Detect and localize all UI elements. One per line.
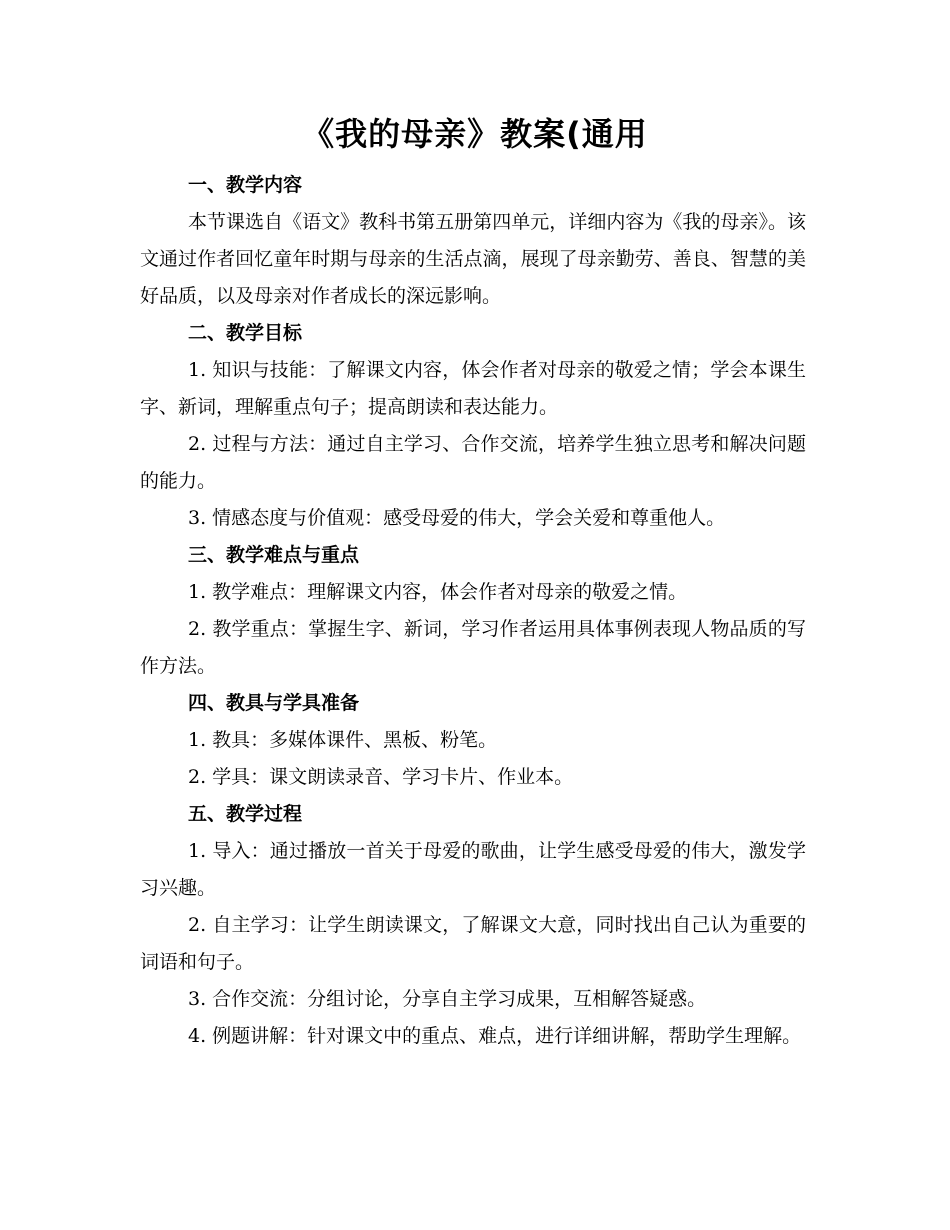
paragraph: 1. 教具：多媒体课件、黑板、粉笔。 [188, 729, 498, 751]
paragraph: 2. 教学重点：掌握生字、新词，学习作者运用具体事例表现人物品质的写作方法。 [140, 618, 806, 677]
paragraph: 3. 合作交流：分组讨论，分享自主学习成果，互相解答疑惑。 [188, 988, 707, 1010]
paragraph: 1. 教学难点：理解课文内容，体会作者对母亲的敬爱之情。 [188, 581, 688, 603]
document-title: 《我的母亲》教案(通用 [302, 115, 648, 153]
paragraph: 2. 过程与方法：通过自主学习、合作交流，培养学生独立思考和解决问题的能力。 [140, 433, 806, 492]
paragraph: 4. 例题讲解：针对课文中的重点、难点，进行详细讲解，帮助学生理解。 [188, 1025, 802, 1047]
document-body [140, 167, 806, 1055]
section-heading: 一、教学内容 [188, 174, 303, 196]
paragraph: 1. 知识与技能：了解课文内容，体会作者对母亲的敬爱之情；学会本课生字、新词，理解重点句子；提高朗读和表达能力。 [140, 359, 806, 418]
section-teaching-content [140, 167, 806, 315]
paragraph: 本节课选自《语文》教科书第五册第四单元，详细内容为《我的母亲》。该文通过作者回忆童年时期与母亲的生活点滴，展现了母亲勤劳、善良、智慧的美好品质，以及母亲对作者成长的深远影响。 [140, 211, 806, 307]
paragraph: 2. 自主学习：让学生朗读课文，了解课文大意，同时找出自己认为重要的词语和句子。 [140, 914, 806, 973]
section-heading: 四、教具与学具准备 [188, 692, 360, 714]
section-teaching-aids [140, 685, 806, 796]
section-teaching-process [140, 796, 806, 1055]
paragraph: 2. 学具：课文朗读录音、学习卡片、作业本。 [188, 766, 574, 788]
paragraph: 3. 情感态度与价值观：感受母爱的伟大，学会关爱和尊重他人。 [188, 507, 726, 529]
section-heading: 三、教学难点与重点 [188, 544, 360, 566]
section-heading: 五、教学过程 [188, 803, 303, 825]
paragraph: 1. 导入：通过播放一首关于母爱的歌曲，让学生感受母爱的伟大，激发学习兴趣。 [140, 840, 806, 899]
section-heading: 二、教学目标 [188, 322, 303, 344]
section-difficulties-and-key-points [140, 537, 806, 685]
section-teaching-goals [140, 315, 806, 537]
